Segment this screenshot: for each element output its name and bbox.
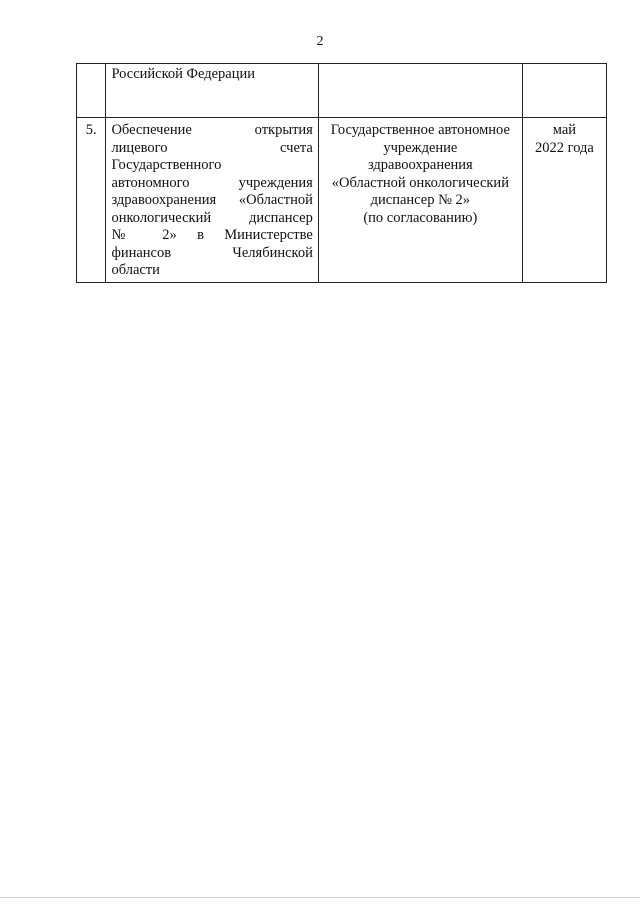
responsible-cell (318, 64, 522, 118)
page-number: 2 (316, 34, 324, 49)
responsible-line: (по согласованию) (363, 209, 478, 226)
event-line: Обеспечение открытия (111, 122, 313, 138)
responsible-cell (318, 118, 522, 283)
event-line: здравоохранения «Областной (111, 192, 313, 208)
responsible-line: Государственное автономное (330, 122, 510, 138)
responsible-line: здравоохранения (367, 157, 473, 173)
event-line: Государственного (111, 157, 222, 173)
event-line: онкологический диспансер (111, 209, 313, 226)
responsible-line: учреждение (383, 139, 458, 156)
event-line: области (111, 262, 160, 278)
event-line: лицевого счета (111, 139, 313, 156)
date-cell (522, 118, 606, 283)
event-cell: Российской Федерации (106, 64, 318, 118)
date-line: май (552, 122, 577, 138)
event-line: № 2» в Министерстве (111, 227, 313, 243)
page-bottom-edge (0, 897, 640, 898)
row-number-cell (77, 64, 106, 118)
table-row-continued (77, 64, 607, 118)
event-line: автономного учреждения (111, 174, 313, 191)
date-cell (522, 64, 606, 118)
table-row (77, 118, 607, 283)
row-number-cell: 5. (77, 118, 106, 283)
responsible-line: «Областной онкологический (331, 174, 509, 191)
date-line: 2022 года (534, 139, 594, 156)
responsible-line: диспансер № 2» (370, 192, 471, 208)
event-line: финансов Челябинской (111, 244, 313, 261)
plan-table (76, 63, 607, 283)
event-cell (106, 118, 318, 283)
